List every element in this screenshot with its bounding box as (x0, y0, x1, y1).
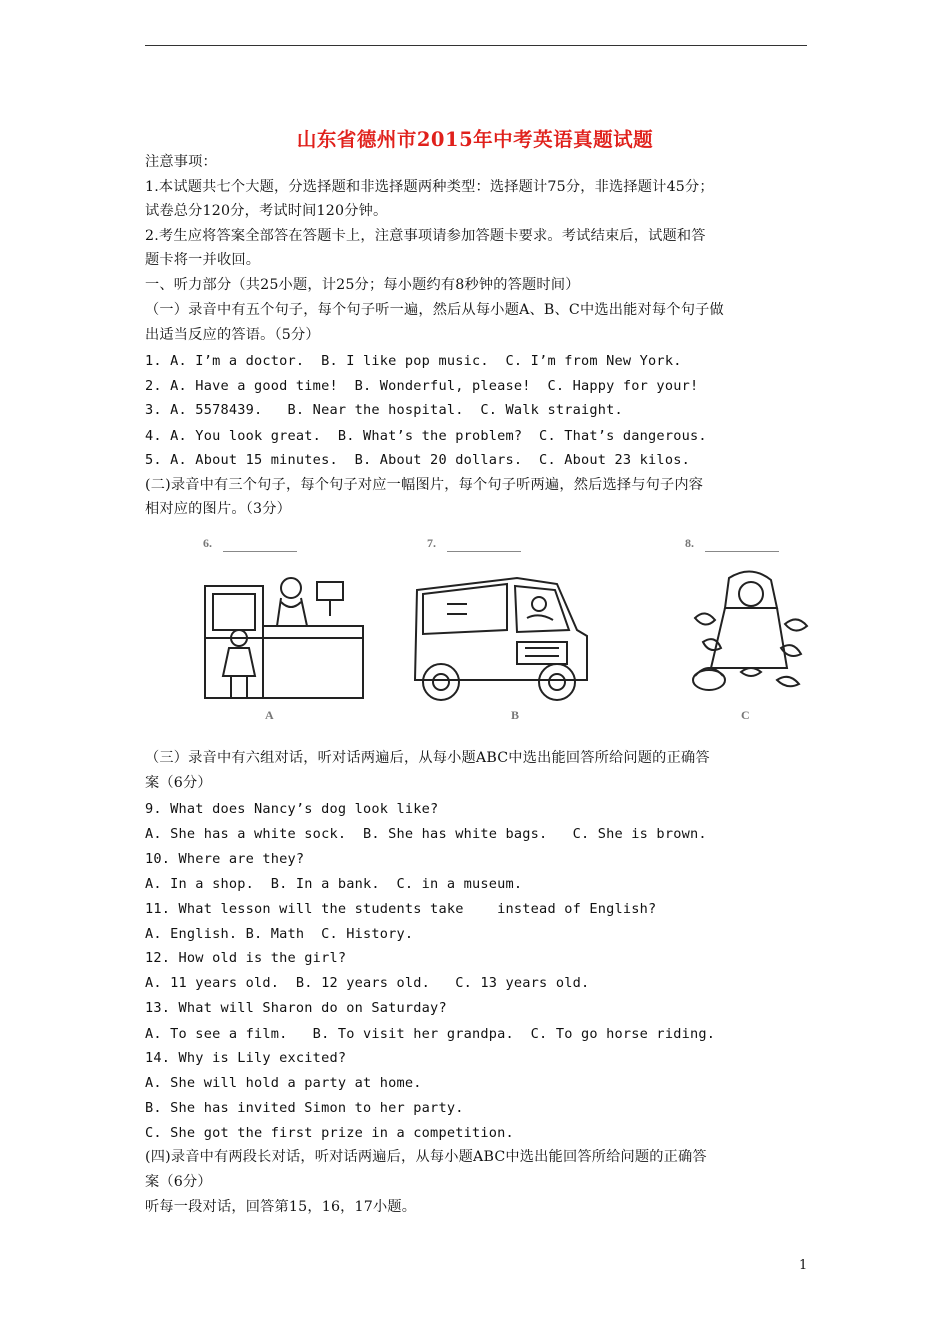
picture-number-7: 7. (427, 536, 436, 550)
header-rule (145, 45, 807, 46)
picture-b-truck (407, 570, 597, 708)
picture-letter-b: B (511, 708, 520, 722)
picture-c-girl-with-flowers (681, 568, 821, 708)
text-line: （一）录音中有五个句子，每个句子听一遍，然后从每小题A、B、C中选出能对每个句子做 (145, 302, 724, 318)
answer-blank-8 (705, 551, 779, 552)
text-line: C. She got the first prize in a competition. (145, 1125, 514, 1141)
page-number: 1 (799, 1258, 808, 1273)
picture-row (185, 528, 821, 728)
text-line: 11. What lesson will the students take instead of English? (145, 901, 657, 917)
text-line: 试卷总分120分，考试时间120分钟。 (145, 203, 388, 219)
picture-letter-c: C (741, 708, 750, 722)
answer-blank-7 (447, 551, 521, 552)
text-line: (四)录音中有两段长对话，听对话两遍后，从每小题ABC中选出能回答所给问题的正确答 (145, 1149, 707, 1165)
text-line: A. She has a white sock. B. She has white bags. C. She is brown. (145, 826, 707, 842)
text-line: 出适当反应的答语。（5分） (145, 327, 320, 343)
picture-number-6: 6. (203, 536, 212, 550)
text-line: 9. What does Nancy’s dog look like? (145, 801, 439, 817)
text-line: 4. A. You look great. B. What’s the problem? C. That’s dangerous. (145, 428, 707, 444)
text-line: B. She has invited Simon to her party. (145, 1100, 464, 1116)
text-line: 相对应的图片。（3分） (145, 501, 292, 517)
text-line: 题卡将一并收回。 (145, 252, 261, 268)
text-line: 3. A. 5578439. B. Near the hospital. C. Walk straight. (145, 402, 623, 418)
text-line: 14. Why is Lily excited? (145, 1050, 347, 1066)
text-line: 2. A. Have a good time! B. Wonderful, please! C. Happy for your! (145, 378, 699, 394)
text-line: 12. How old is the girl? (145, 950, 347, 966)
text-line: A. To see a film. B. To visit her grandpa. C. To go horse riding. (145, 1026, 716, 1042)
text-line: 听每一段对话，回答第15，16，17小题。 (145, 1199, 417, 1215)
text-line: 13. What will Sharon do on Saturday? (145, 1000, 447, 1016)
text-line: 5. A. About 15 minutes. B. About 20 dollars. C. About 23 kilos. (145, 452, 690, 468)
text-line: (二)录音中有三个句子，每个句子对应一幅图片，每个句子听两遍，然后选择与句子内容 (145, 477, 704, 493)
text-line: 注意事项： (145, 154, 217, 170)
text-line: A. She will hold a party at home. (145, 1075, 422, 1091)
picture-number-8: 8. (685, 536, 694, 550)
text-line: A. English. B. Math C. History. (145, 926, 414, 942)
text-line: A. In a shop. B. In a bank. C. in a museum. (145, 876, 523, 892)
text-line: 案（6分） (145, 1174, 212, 1190)
text-line: （三）录音中有六组对话，听对话两遍后，从每小题ABC中选出能回答所给问题的正确答 (145, 750, 710, 766)
answer-blank-6 (223, 551, 297, 552)
text-line: 2.考生应将答案全部答在答题卡上，注意事项请参加答题卡要求。考试结束后，试题和答 (145, 228, 706, 244)
text-line: 10. Where are they? (145, 851, 305, 867)
picture-a-counter-scene (199, 568, 369, 708)
text-line: 案（6分） (145, 775, 212, 791)
picture-letter-a: A (265, 708, 274, 722)
text-line: A. 11 years old. B. 12 years old. C. 13 years old. (145, 975, 590, 991)
text-line: 1.本试题共七个大题，分选择题和非选择题两种类型：选择题计75分，非选择题计45分； (145, 179, 714, 195)
text-line: 1. A. I’m a doctor. B. I like pop music. C. I’m from New York. (145, 353, 682, 369)
text-line: 一、听力部分（共25小题，计25分；每小题约有8秒钟的答题时间） (145, 277, 580, 293)
page-title: 山东省德州市2015年中考英语真题试题 (296, 128, 654, 151)
